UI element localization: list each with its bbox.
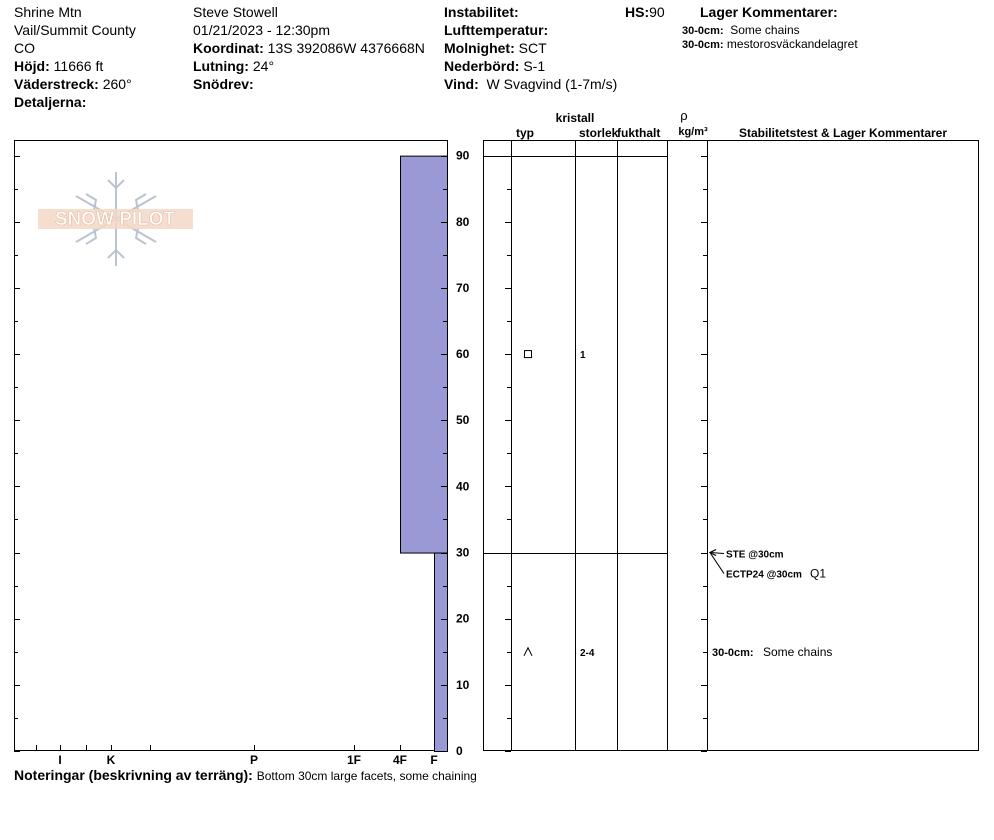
- test-quality-2: Q1: [810, 566, 827, 581]
- col-type: typ: [516, 126, 534, 140]
- slope-value: 24°: [252, 58, 275, 74]
- y-tick-label: 60: [456, 347, 470, 362]
- aspect-label: Väderstreck:: [14, 76, 99, 92]
- hs-value: 90: [649, 4, 665, 20]
- col-moisture: fukthalt: [617, 126, 661, 140]
- test-label-1: STE @30cm: [726, 549, 784, 561]
- hardness-label-1F: 1F: [346, 753, 362, 767]
- logo-text: SNOW PILOT: [54, 209, 176, 230]
- table-dividers: [512, 140, 708, 751]
- range: Vail/Summit County: [14, 22, 136, 38]
- layer-comments-title: Lager Kommentarer:: [700, 4, 838, 20]
- layer-comment-1-range: 30-0cm:: [682, 25, 724, 37]
- hardness-label-F: F: [430, 753, 438, 767]
- col-density-unit: kg/m³: [678, 126, 708, 138]
- layer-table-frame: [484, 141, 979, 751]
- stability-tests: [710, 550, 826, 581]
- hardness-axis: [37, 745, 438, 767]
- layer-bar-1: [401, 156, 448, 553]
- comment-text: Some chains: [763, 644, 833, 659]
- wind-value: W Svagvind (1-7m/s): [486, 76, 618, 92]
- slope-label: Lutning:: [193, 58, 249, 74]
- y-tick-label: 50: [456, 413, 470, 428]
- hardness-label-P: P: [249, 753, 259, 767]
- hardness-label-K: K: [106, 753, 116, 767]
- grain-square-icon: [525, 351, 532, 358]
- table-ticks: [505, 157, 707, 752]
- y-tick-label: 30: [456, 545, 470, 560]
- grain-size-1: 1: [580, 350, 586, 362]
- stability-comment: [712, 645, 832, 659]
- clouds-label: Molnighet:: [444, 40, 515, 56]
- col-stability: Stabilitetstest & Lager Kommentarer: [738, 126, 948, 140]
- grain-caret-icon: [524, 648, 532, 656]
- layer-comment-2-range: 30-0cm:: [682, 39, 724, 51]
- y-tick-label: 70: [456, 280, 470, 295]
- clouds-value: SCT: [518, 40, 547, 56]
- elevation-value: 11666 ft: [53, 58, 104, 74]
- observer: Steve Stowell: [193, 4, 278, 20]
- y-tick-label: 80: [456, 214, 470, 229]
- test-label-2: ECTP24 @30cm: [726, 569, 802, 581]
- snow-pilot-logo: [38, 172, 193, 266]
- notes-label: Noteringar (beskrivning av terräng):: [14, 767, 253, 783]
- state: CO: [14, 40, 35, 56]
- notes-text: Bottom 30cm large facets, some chaining: [256, 769, 477, 783]
- hardness-label-4F: 4F: [392, 753, 408, 767]
- datetime: 01/21/2023 - 12:30pm: [193, 22, 330, 38]
- coord-value: 13S 392086W 4376668N: [267, 40, 425, 56]
- coord-label: Koordinat:: [193, 40, 264, 56]
- airtemp-label: Lufttemperatur:: [444, 22, 549, 38]
- precip-value: S-1: [523, 58, 546, 74]
- y-tick-label: 20: [456, 611, 470, 626]
- col-size: storlek: [579, 126, 619, 140]
- layer-comment-2-text: mestorosväckandelagret: [726, 37, 858, 51]
- y-tick-label: 10: [456, 677, 470, 692]
- y-tick-label: 40: [456, 479, 470, 494]
- precip-label: Nederbörd:: [444, 58, 520, 74]
- location: Shrine Mtn: [14, 4, 82, 20]
- elevation-label: Höjd:: [14, 58, 50, 74]
- test-arrow-2: [710, 553, 724, 574]
- hardness-label-I: I: [58, 753, 62, 767]
- details-label: Detaljerna:: [14, 94, 87, 110]
- comment-range: 30-0cm:: [712, 646, 754, 659]
- layer-bars: [401, 156, 448, 751]
- y-tick-label: 90: [456, 148, 470, 163]
- y-tick-label: 0: [456, 744, 463, 758]
- wind-label: Vind:: [444, 76, 479, 92]
- col-rho: ρ: [680, 108, 688, 123]
- hs-label: HS:: [625, 4, 650, 20]
- grain-size-2: 2-4: [580, 647, 595, 659]
- col-crystal: kristall: [555, 111, 595, 125]
- drift-label: Snödrev:: [193, 76, 254, 92]
- layer-comment-1-text: Some chains: [730, 23, 800, 37]
- instability-label: Instabilitet:: [444, 4, 519, 20]
- hardness-frame: [15, 141, 448, 751]
- aspect-value: 260°: [102, 76, 132, 92]
